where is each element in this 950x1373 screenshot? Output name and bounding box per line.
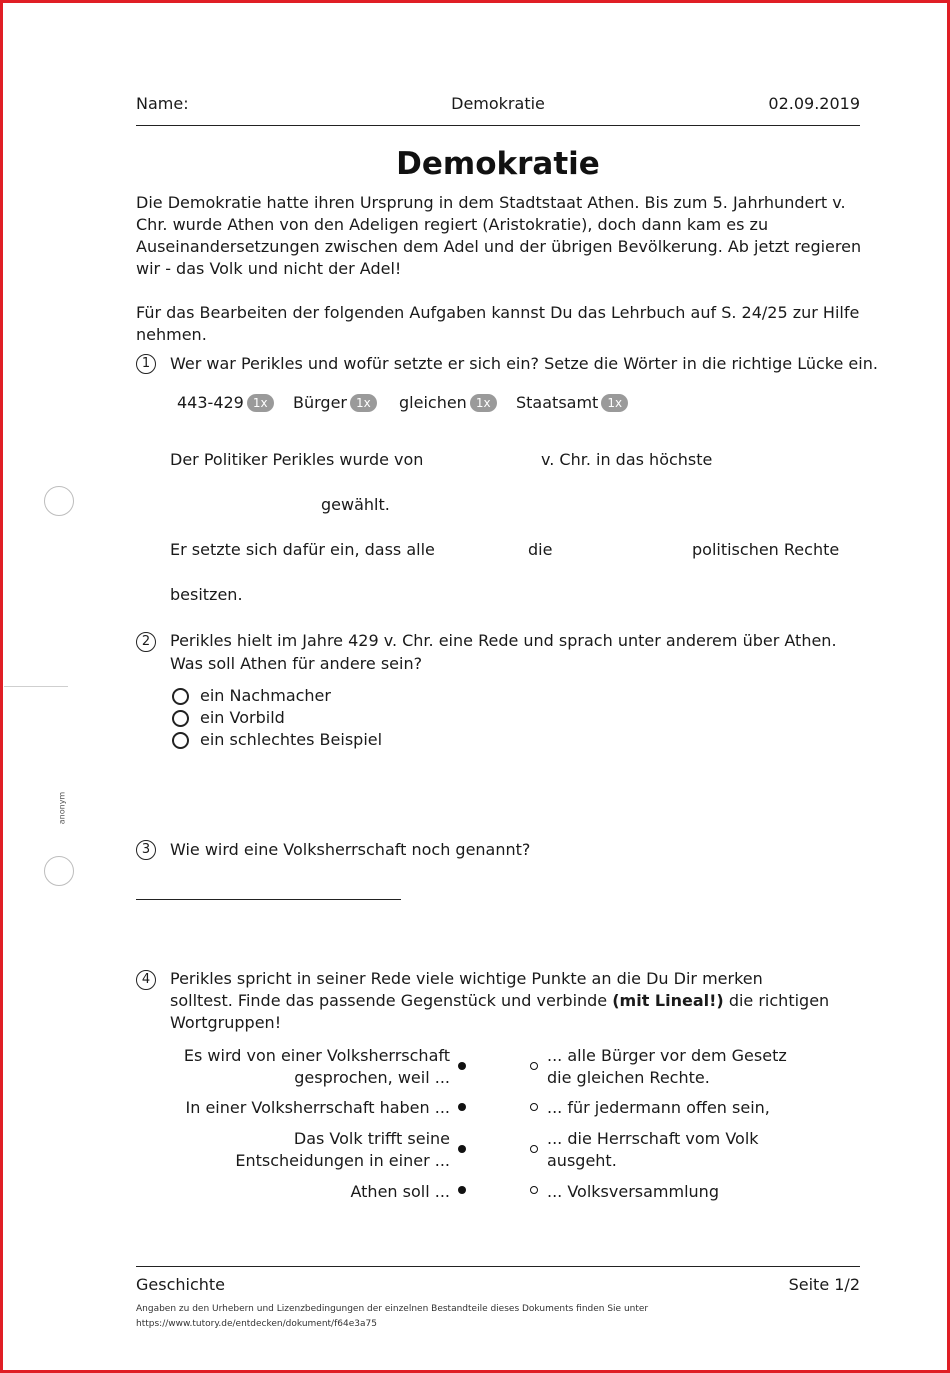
cloze-text: besitzen.	[170, 585, 243, 604]
header-date: 02.09.2019	[768, 94, 860, 113]
match-right-item	[547, 1097, 847, 1119]
connector-dot[interactable]	[530, 1103, 538, 1111]
fold-mark	[4, 686, 68, 687]
count-badge: 1x	[247, 394, 274, 412]
side-label: anonym	[57, 791, 67, 825]
word-bank-item	[293, 393, 377, 412]
intro-line-4: wir - das Volk und nicht der Adel!	[136, 259, 402, 278]
word-bank-word: 443-429	[177, 393, 244, 412]
match-right-line: ... Volksversammlung	[547, 1182, 719, 1201]
option-label: ein schlechtes Beispiel	[200, 730, 383, 749]
punch-hole-top	[44, 486, 74, 516]
cloze-text: gewählt.	[321, 495, 390, 514]
match-left-line: In einer Volksherrschaft haben ...	[185, 1098, 450, 1117]
match-right-line: ausgeht.	[547, 1151, 617, 1170]
header-title: Demokratie	[451, 94, 545, 113]
cloze-text: politischen Rechte	[692, 540, 840, 559]
q2-text-line-2: Was soll Athen für andere sein?	[170, 654, 423, 673]
cloze-gap[interactable]	[430, 536, 520, 562]
match-left-line: Das Volk trifft seine	[293, 1129, 450, 1148]
connector-dot[interactable]	[458, 1145, 466, 1153]
word-bank-item	[399, 393, 497, 412]
connector-dot[interactable]	[458, 1062, 466, 1070]
match-right-item	[547, 1045, 847, 1089]
match-left-line: Es wird von einer Volksherrschaft	[183, 1046, 450, 1065]
intro-line-1: Die Demokratie hatte ihren Ursprung in dem Stadtstaat Athen. Bis zum 5. Jahrhundert v.	[136, 193, 846, 212]
option-label: ein Vorbild	[200, 708, 285, 727]
option-label: ein Nachmacher	[200, 686, 331, 705]
answer-line[interactable]	[136, 870, 401, 900]
punch-hole-bottom	[44, 856, 74, 886]
match-left-line: gesprochen, weil ...	[294, 1068, 450, 1087]
match-right-item	[547, 1128, 847, 1172]
cloze-text: Er setzte sich dafür ein, dass alle	[170, 540, 435, 559]
q1-text: Wer war Perikles und wofür setzte er sich ein? Setze die Wörter in die richtige Lücke ein.	[170, 354, 878, 373]
header-rule	[136, 125, 860, 126]
connector-dot[interactable]	[530, 1062, 538, 1070]
cloze-text: Der Politiker Perikles wurde von	[170, 450, 424, 469]
connector-dot[interactable]	[458, 1103, 466, 1111]
q4-text-line-2	[170, 991, 829, 1010]
match-left-line: Athen soll ...	[350, 1182, 450, 1201]
question-number-4: 4	[136, 970, 156, 990]
connector-dot[interactable]	[530, 1145, 538, 1153]
question-number-1: 1	[136, 354, 156, 374]
name-label: Name:	[136, 94, 189, 113]
page-title: Demokratie	[396, 146, 600, 182]
match-right-item	[547, 1181, 847, 1203]
count-badge: 1x	[470, 394, 497, 412]
cloze-gap[interactable]	[428, 446, 532, 472]
match-left-item	[150, 1045, 450, 1089]
question-number-2: 2	[136, 632, 156, 652]
q4-text-line-3: Wortgruppen!	[170, 1013, 282, 1032]
match-left-item	[150, 1128, 450, 1172]
hint-line-1: Für das Bearbeiten der folgenden Aufgaben kannst Du das Lehrbuch auf S. 24/25 zur Hilfe	[136, 303, 860, 322]
q4-text-part: solltest. Finde das passende Gegenstück und verbinde	[170, 991, 613, 1010]
hint-line-2: nehmen.	[136, 325, 207, 344]
radio-button[interactable]	[172, 688, 189, 705]
match-right-line: ... alle Bürger vor dem Gesetz	[547, 1046, 787, 1065]
match-left-item	[150, 1181, 450, 1203]
cloze-gap[interactable]	[170, 491, 312, 517]
connector-dot[interactable]	[530, 1186, 538, 1194]
connector-dot[interactable]	[458, 1186, 466, 1194]
q4-text-line-1: Perikles spricht in seiner Rede viele wichtige Punkte an die Du Dir merken	[170, 969, 763, 988]
footer-note-2[interactable]: https://www.tutory.de/entdecken/dokument/f64e3a75	[136, 1319, 377, 1329]
match-right-line: die gleichen Rechte.	[547, 1068, 710, 1087]
q4-emphasis: (mit Lineal!)	[612, 991, 724, 1010]
cloze-text: die	[528, 540, 553, 559]
footer-subject: Geschichte	[136, 1275, 226, 1294]
q2-text-line-1: Perikles hielt im Jahre 429 v. Chr. eine Rede und sprach unter anderem über Athen.	[170, 631, 837, 650]
match-left-line: Entscheidungen in einer ...	[235, 1151, 450, 1170]
cloze-text: v. Chr. in das höchste	[541, 450, 713, 469]
q4-text-part: die richtigen	[723, 991, 830, 1010]
radio-button[interactable]	[172, 710, 189, 727]
word-bank-word: Staatsamt	[516, 393, 599, 412]
count-badge: 1x	[350, 394, 377, 412]
word-bank-word: Bürger	[293, 393, 347, 412]
match-left-item	[150, 1097, 450, 1119]
footer-page: Seite 1/2	[788, 1275, 860, 1294]
question-number-3: 3	[136, 840, 156, 860]
match-right-line: ... für jedermann offen sein,	[547, 1098, 770, 1117]
footer-note-1: Angaben zu den Urhebern und Lizenzbedingungen der einzelnen Bestandteile dieses Dokuments finden Sie unter	[136, 1304, 649, 1314]
footer-rule	[136, 1266, 860, 1267]
radio-button[interactable]	[172, 732, 189, 749]
word-bank-item	[177, 393, 274, 412]
word-bank-item	[516, 393, 628, 412]
word-bank-word: gleichen	[399, 393, 467, 412]
q3-text: Wie wird eine Volksherrschaft noch genannt?	[170, 840, 531, 859]
cloze-gap[interactable]	[560, 536, 684, 562]
match-right-line: ... die Herrschaft vom Volk	[547, 1129, 759, 1148]
count-badge: 1x	[601, 394, 628, 412]
intro-line-3: Auseinandersetzungen zwischen dem Adel und der übrigen Bevölkerung. Ab jetzt regieren	[136, 237, 862, 256]
intro-line-2: Chr. wurde Athen von den Adeligen regiert (Aristokratie), doch dann kam es zu	[136, 215, 769, 234]
